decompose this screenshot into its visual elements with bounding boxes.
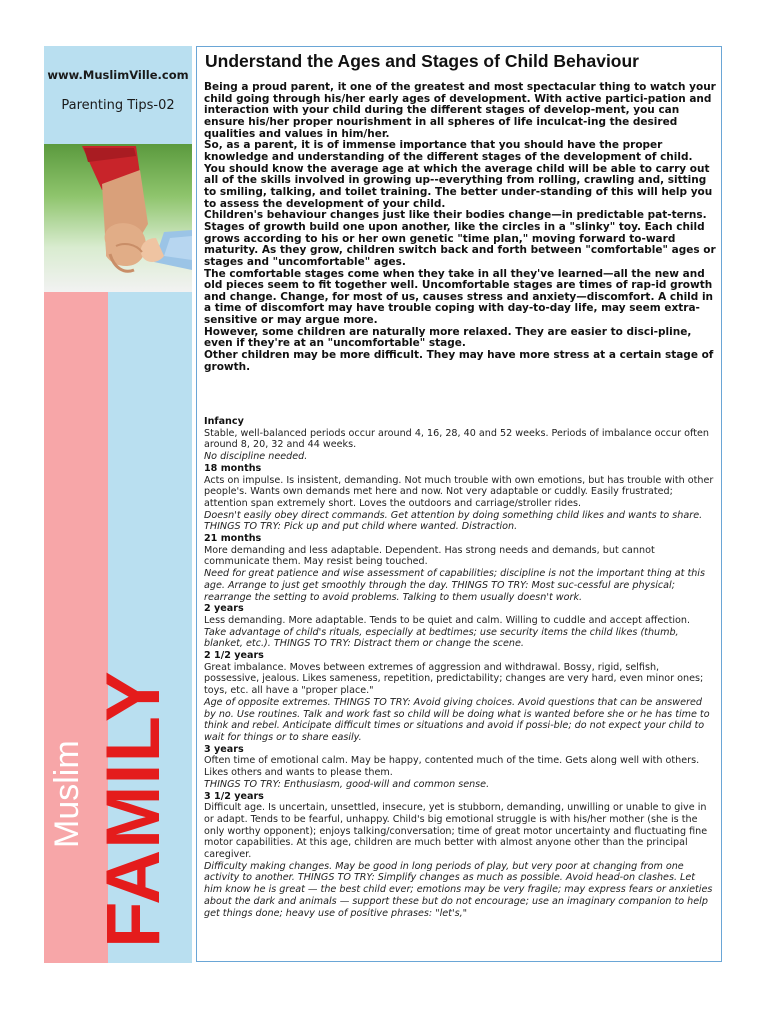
stage-age: 2 years <box>204 603 244 615</box>
stage-age: 3 years <box>204 743 244 755</box>
stage-description: Acts on impulse. Is insistent, demanding. Not much trouble with own emotions, but has trouble with other people's. Wants own demands met here and now. Not very adaptable or cuddly. Easily frustrated; attention span extremely short. Loves the outdoors and carriage/stroller rides. <box>204 474 714 509</box>
stage-18-months <box>204 463 716 533</box>
stage-3-half-years <box>204 791 716 920</box>
article-frame <box>196 46 722 962</box>
stage-description: Often time of emotional calm. May be happy, contented much of the time. Gets along well with others. Likes others and wants to please them. <box>204 755 700 779</box>
intro-paragraph: Stages of growth build one upon another, like the circles in a "slinky" toy. Each child grows according to his or her own genetic "time plan," moving forward to-ward maturity. As they grow, children switch back and forth between "comfortable" ages or stages and "uncomfortable" ages. <box>204 220 716 268</box>
stage-tips: Difficulty making changes. May be good in long periods of play, but very poor at changing from one activity to another. THINGS TO TRY: Simplify changes as much as possible. Avoid head-on clashes. Let him know he is great — the best child ever; emotions may be very fragile; may express fears or anxieties about the dark and animals — support these but do not encourage; use an imaginary companion to help get things done; heavy use of positive phrases: "let's," <box>204 860 713 919</box>
article-title: Understand the Ages and Stages of Child Behaviour <box>205 51 639 71</box>
stages-list <box>204 416 716 919</box>
stage-tips: THINGS TO TRY: Enthusiasm, good-will and common sense. <box>204 778 490 790</box>
stage-age: Infancy <box>204 416 244 427</box>
intro-paragraph: However, some children are naturally more relaxed. They are easier to disci-pline, even if they're at an "uncomfortable" stage. <box>204 325 692 350</box>
stage-description: Less demanding. More adaptable. Tends to be quiet and calm. Willing to cuddle and accept affection. <box>204 614 691 626</box>
site-url: www.MuslimVille.com <box>47 68 189 82</box>
stage-age: 3 1/2 years <box>204 790 264 802</box>
stage-2-years <box>204 603 716 650</box>
stage-description: More demanding and less adaptable. Dependent. Has strong needs and demands, but cannot communicate them. May resist being touched. <box>204 544 655 568</box>
intro-paragraph: Being a proud parent, it one of the greatest and most spectacular thing to watch your child going through his/her early ages of development. With active partici-pation and interaction with your child during the different stages of develop-ment, you can ensure his/her proper nourishment in all spheres of life inculcat-ing the desired qualities and values in him/her. <box>204 81 716 140</box>
stage-description: Difficult age. Is uncertain, unsettled, insecure, yet is stubborn, demanding, unwilling or unable to give in or adapt. Tends to be fearful, unhappy. Child's big emotional struggle is with his/her mother (she is the only worthy opponent); enjoys talking/conversation; time of great motor uncertainty and fluctuating fine motor capabilities. At this age, children are much better with almost anyone other than the principal caregiver. <box>204 802 708 861</box>
stage-3-years <box>204 744 716 791</box>
stage-infancy <box>204 416 716 463</box>
series-label: Parenting Tips-02 <box>61 98 175 113</box>
stage-2-half-years <box>204 650 716 744</box>
intro-text <box>204 82 716 373</box>
stage-tips: Doesn't easily obey direct commands. Get attention by doing something child likes and wants to share. THINGS TO TRY: Pick up and put child where wanted. Distraction. <box>204 509 703 533</box>
intro-paragraph: Other children may be more difficult. They may have more stress at a certain stage of growth. <box>204 349 714 373</box>
stage-tips: Take advantage of child's rituals, especially at bedtimes; use security items the child likes (thumb, blanket, etc.). THINGS TO TRY: Distract them or change the scene. <box>204 626 679 650</box>
intro-paragraph: So, as a parent, it is of immense importance that you should have the proper knowledge and understanding of the different stages of the development of child. You should know the average age at which the average child will be able to carry out all of the skills involved in growing up--everything from rolling, crawling and, sitting to smiling, talking, and toilet training. The better under-standing of this will help you to assess the development of your child. <box>204 139 713 210</box>
sidebar-header <box>44 46 192 144</box>
stage-age: 2 1/2 years <box>204 650 264 662</box>
brand-muslim-text: Muslim <box>48 740 86 848</box>
stage-tips: Age of opposite extremes. THINGS TO TRY: Avoid giving choices. Avoid questions that can be answered by no. Use routines. Talk and work fast so child will be doing what is wanted before she or he has time to think and rebel. Anticipate difficult times or situations and avoid if possi-ble; do not expect your child to wait for things or to share easily. <box>204 696 710 743</box>
intro-paragraph: The comfortable stages come when they take in all they've learned—all the new and old pieces seem to fit together well. Uncomfortable stages are times of rap-id growth and change. Change, for most of us, causes stress and anxiety—discomfort. A child in a time of discomfort may have trouble coping with day-to-day life, may seem extra-sensitive or may argue more. <box>204 267 714 327</box>
stage-age: 18 months <box>204 462 262 474</box>
stage-age: 21 months <box>204 533 262 545</box>
stage-description: Stable, well-balanced periods occur around 4, 16, 28, 40 and 52 weeks. Periods of imbalance occur often around 8, 20, 32 and 44 weeks. <box>204 427 709 451</box>
holding-hands-photo <box>44 144 192 292</box>
stage-21-months <box>204 533 716 603</box>
stage-tips: No discipline needed. <box>204 451 308 463</box>
stage-tips: Need for great patience and wise assessment of capabilities; discipline is not the important thing at this age. Arrange to just get smoothly through the day. THINGS TO TRY: Most suc-cessful are physical; rearrange the setting to avoid problems. Talking to them usually doesn't work. <box>204 568 705 603</box>
intro-paragraph: Children's behaviour changes just like their bodies change—in predictable pat-terns. <box>204 209 707 222</box>
stage-description: Great imbalance. Moves between extremes of aggression and withdrawal. Bossy, rigid, selfish, possessive, jealous. Likes sameness, repetition, predictability; changes are very hard, even minor ones; toys, etc. all have a "proper place." <box>204 661 704 697</box>
brand-family-text: FAMILY <box>91 670 176 948</box>
